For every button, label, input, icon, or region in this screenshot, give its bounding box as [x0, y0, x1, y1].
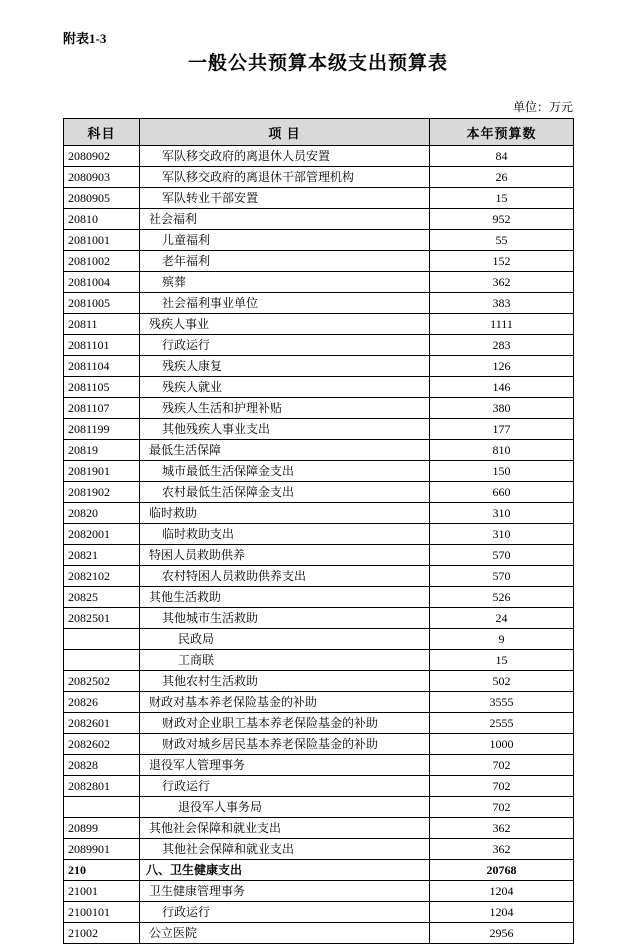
cell-code: 2081105	[64, 377, 140, 398]
table-row	[64, 608, 574, 629]
table-row	[64, 230, 574, 251]
cell-value: 20768	[430, 860, 574, 881]
table-row	[64, 545, 574, 566]
table-row	[64, 692, 574, 713]
cell-code: 21001	[64, 881, 140, 902]
unit-note: 单位：万元	[512, 100, 573, 114]
cell-item: 临时救助支出	[140, 524, 430, 545]
table-row	[64, 524, 574, 545]
cell-value: 526	[430, 587, 574, 608]
cell-value: 702	[430, 755, 574, 776]
header-code: 科目	[64, 119, 140, 146]
cell-item: 残疾人康复	[140, 356, 430, 377]
cell-value: 9	[430, 629, 574, 650]
cell-code: 2089901	[64, 839, 140, 860]
cell-code	[64, 629, 140, 650]
cell-code: 20826	[64, 692, 140, 713]
table-row	[64, 587, 574, 608]
cell-item: 临时救助	[140, 503, 430, 524]
cell-code: 2082602	[64, 734, 140, 755]
cell-value: 362	[430, 272, 574, 293]
header-item: 项 目	[140, 119, 430, 146]
cell-code: 2080903	[64, 167, 140, 188]
cell-code: 2081001	[64, 230, 140, 251]
cell-code: 2081104	[64, 356, 140, 377]
cell-item: 其他社会保障和就业支出	[140, 818, 430, 839]
cell-value: 502	[430, 671, 574, 692]
cell-value: 310	[430, 524, 574, 545]
cell-code: 2081005	[64, 293, 140, 314]
cell-value: 1111	[430, 314, 574, 335]
table-row	[64, 461, 574, 482]
cell-value: 283	[430, 335, 574, 356]
cell-code: 2081004	[64, 272, 140, 293]
cell-item: 儿童福利	[140, 230, 430, 251]
cell-code: 2082501	[64, 608, 140, 629]
cell-item: 财政对基本养老保险基金的补助	[140, 692, 430, 713]
cell-item: 其他生活救助	[140, 587, 430, 608]
cell-value: 570	[430, 566, 574, 587]
table-row	[64, 377, 574, 398]
cell-value: 362	[430, 818, 574, 839]
table-row	[64, 419, 574, 440]
table-row	[64, 356, 574, 377]
cell-item: 民政局	[140, 629, 430, 650]
header-value: 本年预算数	[430, 119, 574, 146]
table-row	[64, 398, 574, 419]
cell-item: 城市最低生活保障金支出	[140, 461, 430, 482]
cell-value: 660	[430, 482, 574, 503]
table-row	[64, 650, 574, 671]
cell-item: 财政对城乡居民基本养老保险基金的补助	[140, 734, 430, 755]
table-row	[64, 713, 574, 734]
cell-code	[64, 650, 140, 671]
cell-item: 军队移交政府的离退休人员安置	[140, 146, 430, 167]
cell-value: 310	[430, 503, 574, 524]
cell-value: 146	[430, 377, 574, 398]
table-row	[64, 566, 574, 587]
cell-item: 社会福利	[140, 209, 430, 230]
table-row	[64, 734, 574, 755]
cell-code: 2081902	[64, 482, 140, 503]
cell-code: 20899	[64, 818, 140, 839]
annex-label: 附表1-3	[63, 31, 107, 46]
cell-item: 卫生健康管理事务	[140, 881, 430, 902]
cell-item: 军队移交政府的离退休干部管理机构	[140, 167, 430, 188]
cell-value: 152	[430, 251, 574, 272]
cell-item: 残疾人生活和护理补贴	[140, 398, 430, 419]
cell-item: 农村特困人员救助供养支出	[140, 566, 430, 587]
cell-value: 362	[430, 839, 574, 860]
cell-code: 20820	[64, 503, 140, 524]
cell-code: 20825	[64, 587, 140, 608]
table-row	[64, 902, 574, 923]
cell-item: 残疾人就业	[140, 377, 430, 398]
cell-code: 2082801	[64, 776, 140, 797]
table-row	[64, 860, 574, 881]
cell-code: 20828	[64, 755, 140, 776]
cell-item: 其他残疾人事业支出	[140, 419, 430, 440]
cell-item: 农村最低生活保障金支出	[140, 482, 430, 503]
table-row	[64, 314, 574, 335]
cell-code: 20821	[64, 545, 140, 566]
table-row	[64, 146, 574, 167]
table-row	[64, 335, 574, 356]
table-row	[64, 881, 574, 902]
table-row	[64, 818, 574, 839]
cell-value: 702	[430, 776, 574, 797]
cell-value: 1204	[430, 881, 574, 902]
cell-code: 2082502	[64, 671, 140, 692]
table-row	[64, 188, 574, 209]
table-row	[64, 293, 574, 314]
cell-code: 2081107	[64, 398, 140, 419]
table-row	[64, 839, 574, 860]
cell-code	[64, 797, 140, 818]
budget-table	[63, 118, 574, 944]
table-row	[64, 251, 574, 272]
cell-value: 150	[430, 461, 574, 482]
cell-code: 2081101	[64, 335, 140, 356]
cell-item: 工商联	[140, 650, 430, 671]
cell-item: 八、卫生健康支出	[140, 860, 430, 881]
cell-code: 20819	[64, 440, 140, 461]
cell-value: 15	[430, 188, 574, 209]
cell-item: 残疾人事业	[140, 314, 430, 335]
table-row	[64, 209, 574, 230]
cell-value: 177	[430, 419, 574, 440]
cell-item: 特困人员救助供养	[140, 545, 430, 566]
cell-value: 2555	[430, 713, 574, 734]
cell-value: 1204	[430, 902, 574, 923]
page-title: 一般公共预算本级支出预算表	[187, 53, 448, 74]
table-row	[64, 272, 574, 293]
cell-value: 24	[430, 608, 574, 629]
cell-value: 3555	[430, 692, 574, 713]
cell-code: 2082601	[64, 713, 140, 734]
cell-item: 行政运行	[140, 335, 430, 356]
cell-item: 行政运行	[140, 776, 430, 797]
table-row	[64, 776, 574, 797]
table-row	[64, 503, 574, 524]
cell-value: 2956	[430, 923, 574, 944]
cell-item: 其他农村生活救助	[140, 671, 430, 692]
cell-value: 380	[430, 398, 574, 419]
cell-value: 702	[430, 797, 574, 818]
cell-code: 2082102	[64, 566, 140, 587]
table-row	[64, 923, 574, 944]
cell-code: 2082001	[64, 524, 140, 545]
cell-code: 2100101	[64, 902, 140, 923]
table-row	[64, 167, 574, 188]
cell-item: 其他城市生活救助	[140, 608, 430, 629]
cell-code: 2081199	[64, 419, 140, 440]
cell-value: 383	[430, 293, 574, 314]
cell-value: 84	[430, 146, 574, 167]
cell-value: 1000	[430, 734, 574, 755]
cell-item: 老年福利	[140, 251, 430, 272]
table-row	[64, 671, 574, 692]
cell-value: 570	[430, 545, 574, 566]
cell-value: 126	[430, 356, 574, 377]
cell-value: 810	[430, 440, 574, 461]
cell-item: 其他社会保障和就业支出	[140, 839, 430, 860]
cell-item: 最低生活保障	[140, 440, 430, 461]
table-row	[64, 755, 574, 776]
cell-value: 26	[430, 167, 574, 188]
cell-item: 公立医院	[140, 923, 430, 944]
cell-code: 2081002	[64, 251, 140, 272]
cell-value: 15	[430, 650, 574, 671]
table-header-row	[64, 119, 574, 146]
cell-code: 210	[64, 860, 140, 881]
table-row	[64, 440, 574, 461]
cell-code: 2080905	[64, 188, 140, 209]
cell-code: 21002	[64, 923, 140, 944]
cell-item: 社会福利事业单位	[140, 293, 430, 314]
table-row	[64, 629, 574, 650]
cell-code: 20811	[64, 314, 140, 335]
cell-item: 财政对企业职工基本养老保险基金的补助	[140, 713, 430, 734]
cell-item: 殡葬	[140, 272, 430, 293]
cell-code: 2081901	[64, 461, 140, 482]
cell-item: 军队转业干部安置	[140, 188, 430, 209]
cell-value: 952	[430, 209, 574, 230]
table-row	[64, 482, 574, 503]
cell-code: 20810	[64, 209, 140, 230]
table-row	[64, 797, 574, 818]
cell-value: 55	[430, 230, 574, 251]
cell-item: 行政运行	[140, 902, 430, 923]
cell-code: 2080902	[64, 146, 140, 167]
cell-item: 退役军人管理事务	[140, 755, 430, 776]
cell-item: 退役军人事务局	[140, 797, 430, 818]
